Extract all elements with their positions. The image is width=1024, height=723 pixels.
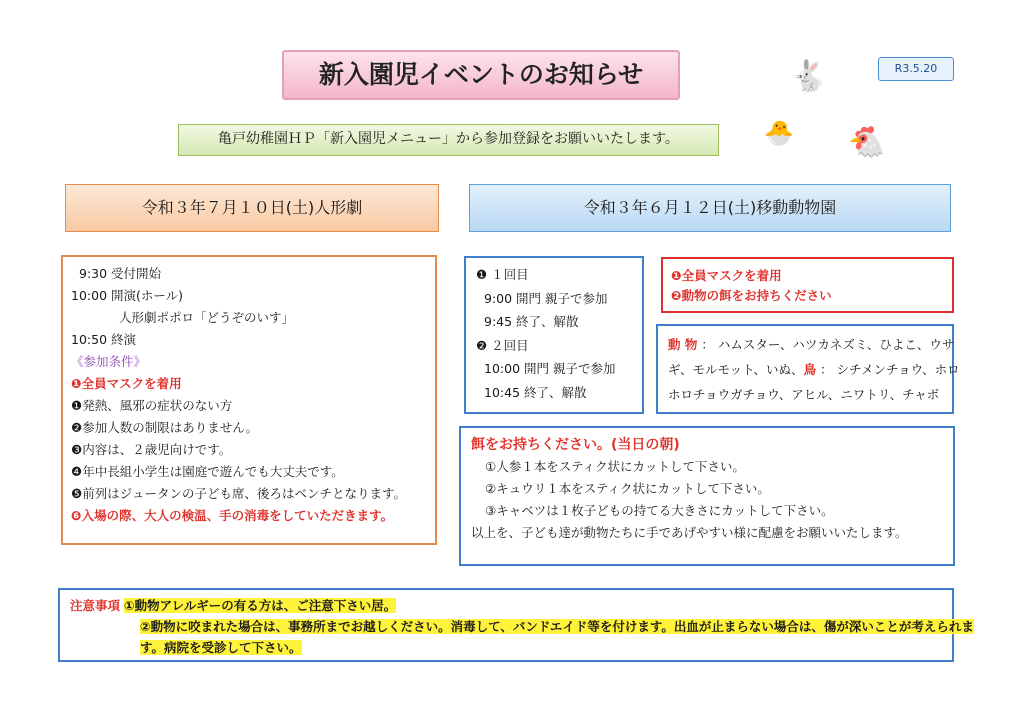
animal-line: ホロチョウガチョウ、アヒル、ニワトリ、チャボ	[668, 387, 940, 402]
condition-line: ❸内容は、２歳児向けです。	[71, 442, 232, 457]
condition-line: ❷参加人数の制限はありません。	[71, 420, 258, 435]
caution-line: す。病院を受診して下さい。	[140, 640, 302, 655]
condition-line: ❹年中長組小学生は園庭で遊んでも大丈夫です。	[71, 464, 344, 479]
condition-line: ❻入場の際、大人の検温、手の消毒をしていただきます。	[71, 508, 394, 523]
feed-line: ①人参１本をスティク状にカットして下さい。	[485, 459, 745, 474]
condition-line: ❺前列はジュータンの子ども席、後ろはベンチとなります。	[71, 486, 406, 501]
chick-basket-icon: 🐣	[764, 119, 794, 147]
bird-label: 鳥	[803, 362, 817, 377]
feed-line: ②キュウリ１本をスティク状にカットして下さい。	[485, 481, 770, 496]
caution-line: ①動物アレルギーの有る方は、ご注意下さい居。	[124, 598, 397, 613]
registration-notice: 亀戸幼稚園ＨＰ「新入園児メニュー」から参加登録をお願いいたします。	[178, 124, 719, 156]
zoo-schedule	[464, 256, 644, 414]
schedule-line: 9:00 開門 親子で参加	[484, 290, 608, 306]
mask-notice	[661, 257, 954, 313]
schedule-line: 10:45 終了、解散	[484, 384, 587, 400]
condition-line: ❶発熱、風邪の症状のない方	[71, 398, 233, 413]
animal-line: ギ、モルモット、いぬ、	[668, 362, 804, 377]
hen-nest-icon: 🐔	[848, 125, 886, 160]
detail-line: 人形劇ポポロ「どうぞのいす」	[119, 310, 295, 325]
caution-section	[58, 588, 974, 662]
page-title: 新入園児イベントのお知らせ	[282, 50, 680, 100]
animal-line: ： ハムスター、ハツカネズミ、ひよこ、ウサ	[701, 337, 955, 352]
puppet-show-details	[61, 255, 437, 545]
mask-line: ❶全員マスクを着用	[671, 268, 782, 283]
feed-instructions	[459, 426, 955, 566]
condition-line: ❶全員マスクを着用	[71, 376, 182, 391]
puppet-show-header: 令和３年７月１０日(土)人形劇	[65, 184, 439, 232]
detail-line: 10:50 終演	[71, 332, 136, 347]
animal-label: 動 物	[668, 337, 698, 352]
mask-line: ❷動物の餌をお持ちください	[671, 288, 832, 303]
feed-line: ③キャベツは１枚子どもの持てる大きさにカットして下さい。	[485, 503, 834, 518]
animal-list	[656, 324, 960, 414]
rabbit-icon: 🐇	[790, 59, 828, 94]
caution-label: 注意事項	[70, 598, 121, 613]
schedule-line: ❶ １回目	[476, 267, 529, 282]
mobile-zoo-header: 令和３年６月１２日(土)移動動物園	[469, 184, 951, 232]
feed-line: 以上を、子ども達が動物たちに手であげやすい様に配慮をお願いいたします。	[471, 525, 908, 540]
schedule-line: 10:00 開門 親子で参加	[484, 361, 616, 376]
conditions-heading: 《参加条件》	[71, 354, 147, 369]
caution-line: ②動物に咬まれた場合は、事務所までお越しください。消毒して、バンドエイド等を付けます。出血が止まらない場合は、傷が深いことが考えられま	[140, 619, 974, 634]
detail-line: 10:00 開演(ホール)	[71, 288, 183, 303]
feed-title: 餌をお持ちください。(当日の朝)	[471, 437, 680, 453]
schedule-line: ❷ ２回目	[476, 337, 529, 353]
animal-line: ： シチメンチョウ、ホロ	[820, 362, 960, 377]
date-badge: R3.5.20	[878, 57, 954, 81]
schedule-line: 9:45 終了、解散	[484, 314, 579, 329]
detail-line: 9:30 受付開始	[79, 266, 162, 281]
